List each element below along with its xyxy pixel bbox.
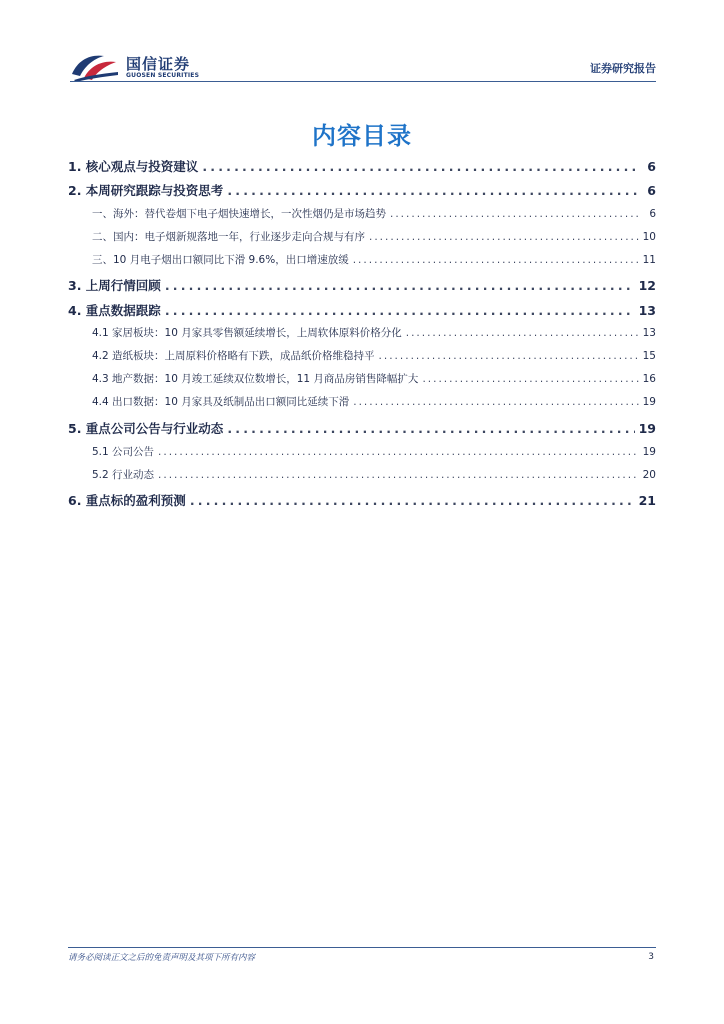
footer-divider [68, 947, 656, 948]
toc-entry-label: 4. 重点数据跟踪 [68, 303, 161, 318]
toc-entry-3[interactable] [68, 276, 656, 296]
toc-entry-label: 5. 重点公司公告与行业动态 [68, 421, 224, 436]
toc-entry-page: 6 [647, 183, 656, 198]
brand-subtitle: GUOSEN SECURITIES [126, 72, 200, 79]
header-divider [70, 81, 656, 82]
toc-entry-page: 15 [642, 350, 656, 362]
dot-leader [422, 373, 638, 385]
toc-entry-page: 6 [647, 159, 656, 174]
toc-entry-2-2[interactable] [68, 229, 656, 247]
dot-leader [227, 421, 634, 436]
dot-leader [158, 469, 639, 481]
page-header [0, 0, 724, 90]
toc-title: 内容目录 [312, 122, 412, 150]
toc-entry-4-4[interactable] [68, 394, 656, 412]
toc-entry-2[interactable] [68, 181, 656, 201]
toc-entry-page: 21 [638, 493, 656, 508]
toc-entry-label: 4.4 出口数据：10 月家具及纸制品出口额同比延续下滑 [92, 396, 350, 408]
toc-entry-label: 4.1 家居板块：10 月家具零售额延续增长，上周软体原料价格分化 [92, 327, 402, 339]
toc-entry-page: 19 [638, 421, 656, 436]
toc-entry-page: 19 [642, 446, 656, 458]
toc-entry-1[interactable] [68, 157, 656, 177]
dot-leader [353, 396, 638, 408]
brand-logo [70, 50, 200, 84]
toc-entry-page: 13 [642, 327, 656, 339]
toc-entry-label: 一、海外：替代卷烟下电子烟快速增长，一次性烟仍是市场趋势 [92, 208, 386, 220]
dot-leader [353, 254, 639, 266]
toc-entry-6[interactable] [68, 491, 656, 511]
toc-entry-page: 13 [638, 303, 656, 318]
toc-entry-label: 2. 本周研究跟踪与投资思考 [68, 183, 224, 198]
toc-entry-label: 6. 重点标的盈利预测 [68, 493, 186, 508]
toc-entry-page: 11 [642, 254, 656, 266]
dot-leader [369, 231, 639, 243]
dot-leader [190, 493, 635, 508]
dot-leader [390, 208, 640, 220]
disclaimer-note: 请务必阅读正文之后的免责声明及其项下所有内容 [68, 953, 256, 963]
dot-leader [406, 327, 639, 339]
dot-leader [227, 183, 640, 198]
toc-entry-label: 4.2 造纸板块：上周原料价格略有下跌，成品纸价格维稳持平 [92, 350, 375, 362]
toc-entry-2-1[interactable] [68, 206, 656, 224]
dot-leader [202, 159, 640, 174]
toc-entry-page: 12 [638, 278, 656, 293]
toc-entry-4[interactable] [68, 301, 656, 321]
toc-entry-page: 16 [642, 373, 656, 385]
toc-entry-page: 20 [642, 469, 656, 481]
toc-entry-page: 10 [642, 231, 656, 243]
dot-leader [158, 446, 639, 458]
toc-entry-4-3[interactable] [68, 371, 656, 389]
toc-entry-page: 6 [649, 208, 656, 220]
toc-entry-5-2[interactable] [68, 467, 656, 485]
toc-entry-label: 5.1 公司公告 [92, 446, 155, 458]
brand-name: 国信证券 [126, 55, 191, 73]
guosen-logo-icon [70, 50, 120, 82]
dot-leader [379, 350, 639, 362]
dot-leader [165, 278, 635, 293]
toc-entry-4-1[interactable] [68, 325, 656, 343]
toc-entry-4-2[interactable] [68, 348, 656, 366]
toc-entry-5-1[interactable] [68, 444, 656, 462]
page-number: 3 [648, 952, 654, 962]
toc-entry-label: 5.2 行业动态 [92, 469, 155, 481]
toc-entry-label: 1. 核心观点与投资建议 [68, 159, 199, 174]
dot-leader [165, 303, 635, 318]
report-type-label: 证券研究报告 [590, 62, 656, 75]
toc-entry-label: 3. 上周行情回顾 [68, 278, 161, 293]
toc-entry-5[interactable] [68, 419, 656, 439]
toc-entry-page: 19 [642, 396, 656, 408]
toc-entry-label: 4.3 地产数据：10 月竣工延续双位数增长，11 月商品房销售降幅扩大 [92, 373, 419, 385]
toc-entry-label: 三、10 月电子烟出口额同比下滑 9.6%，出口增速放缓 [92, 254, 349, 266]
toc-entry-label: 二、国内：电子烟新规落地一年，行业逐步走向合规与有序 [92, 231, 365, 243]
toc-entry-2-3[interactable] [68, 252, 656, 270]
